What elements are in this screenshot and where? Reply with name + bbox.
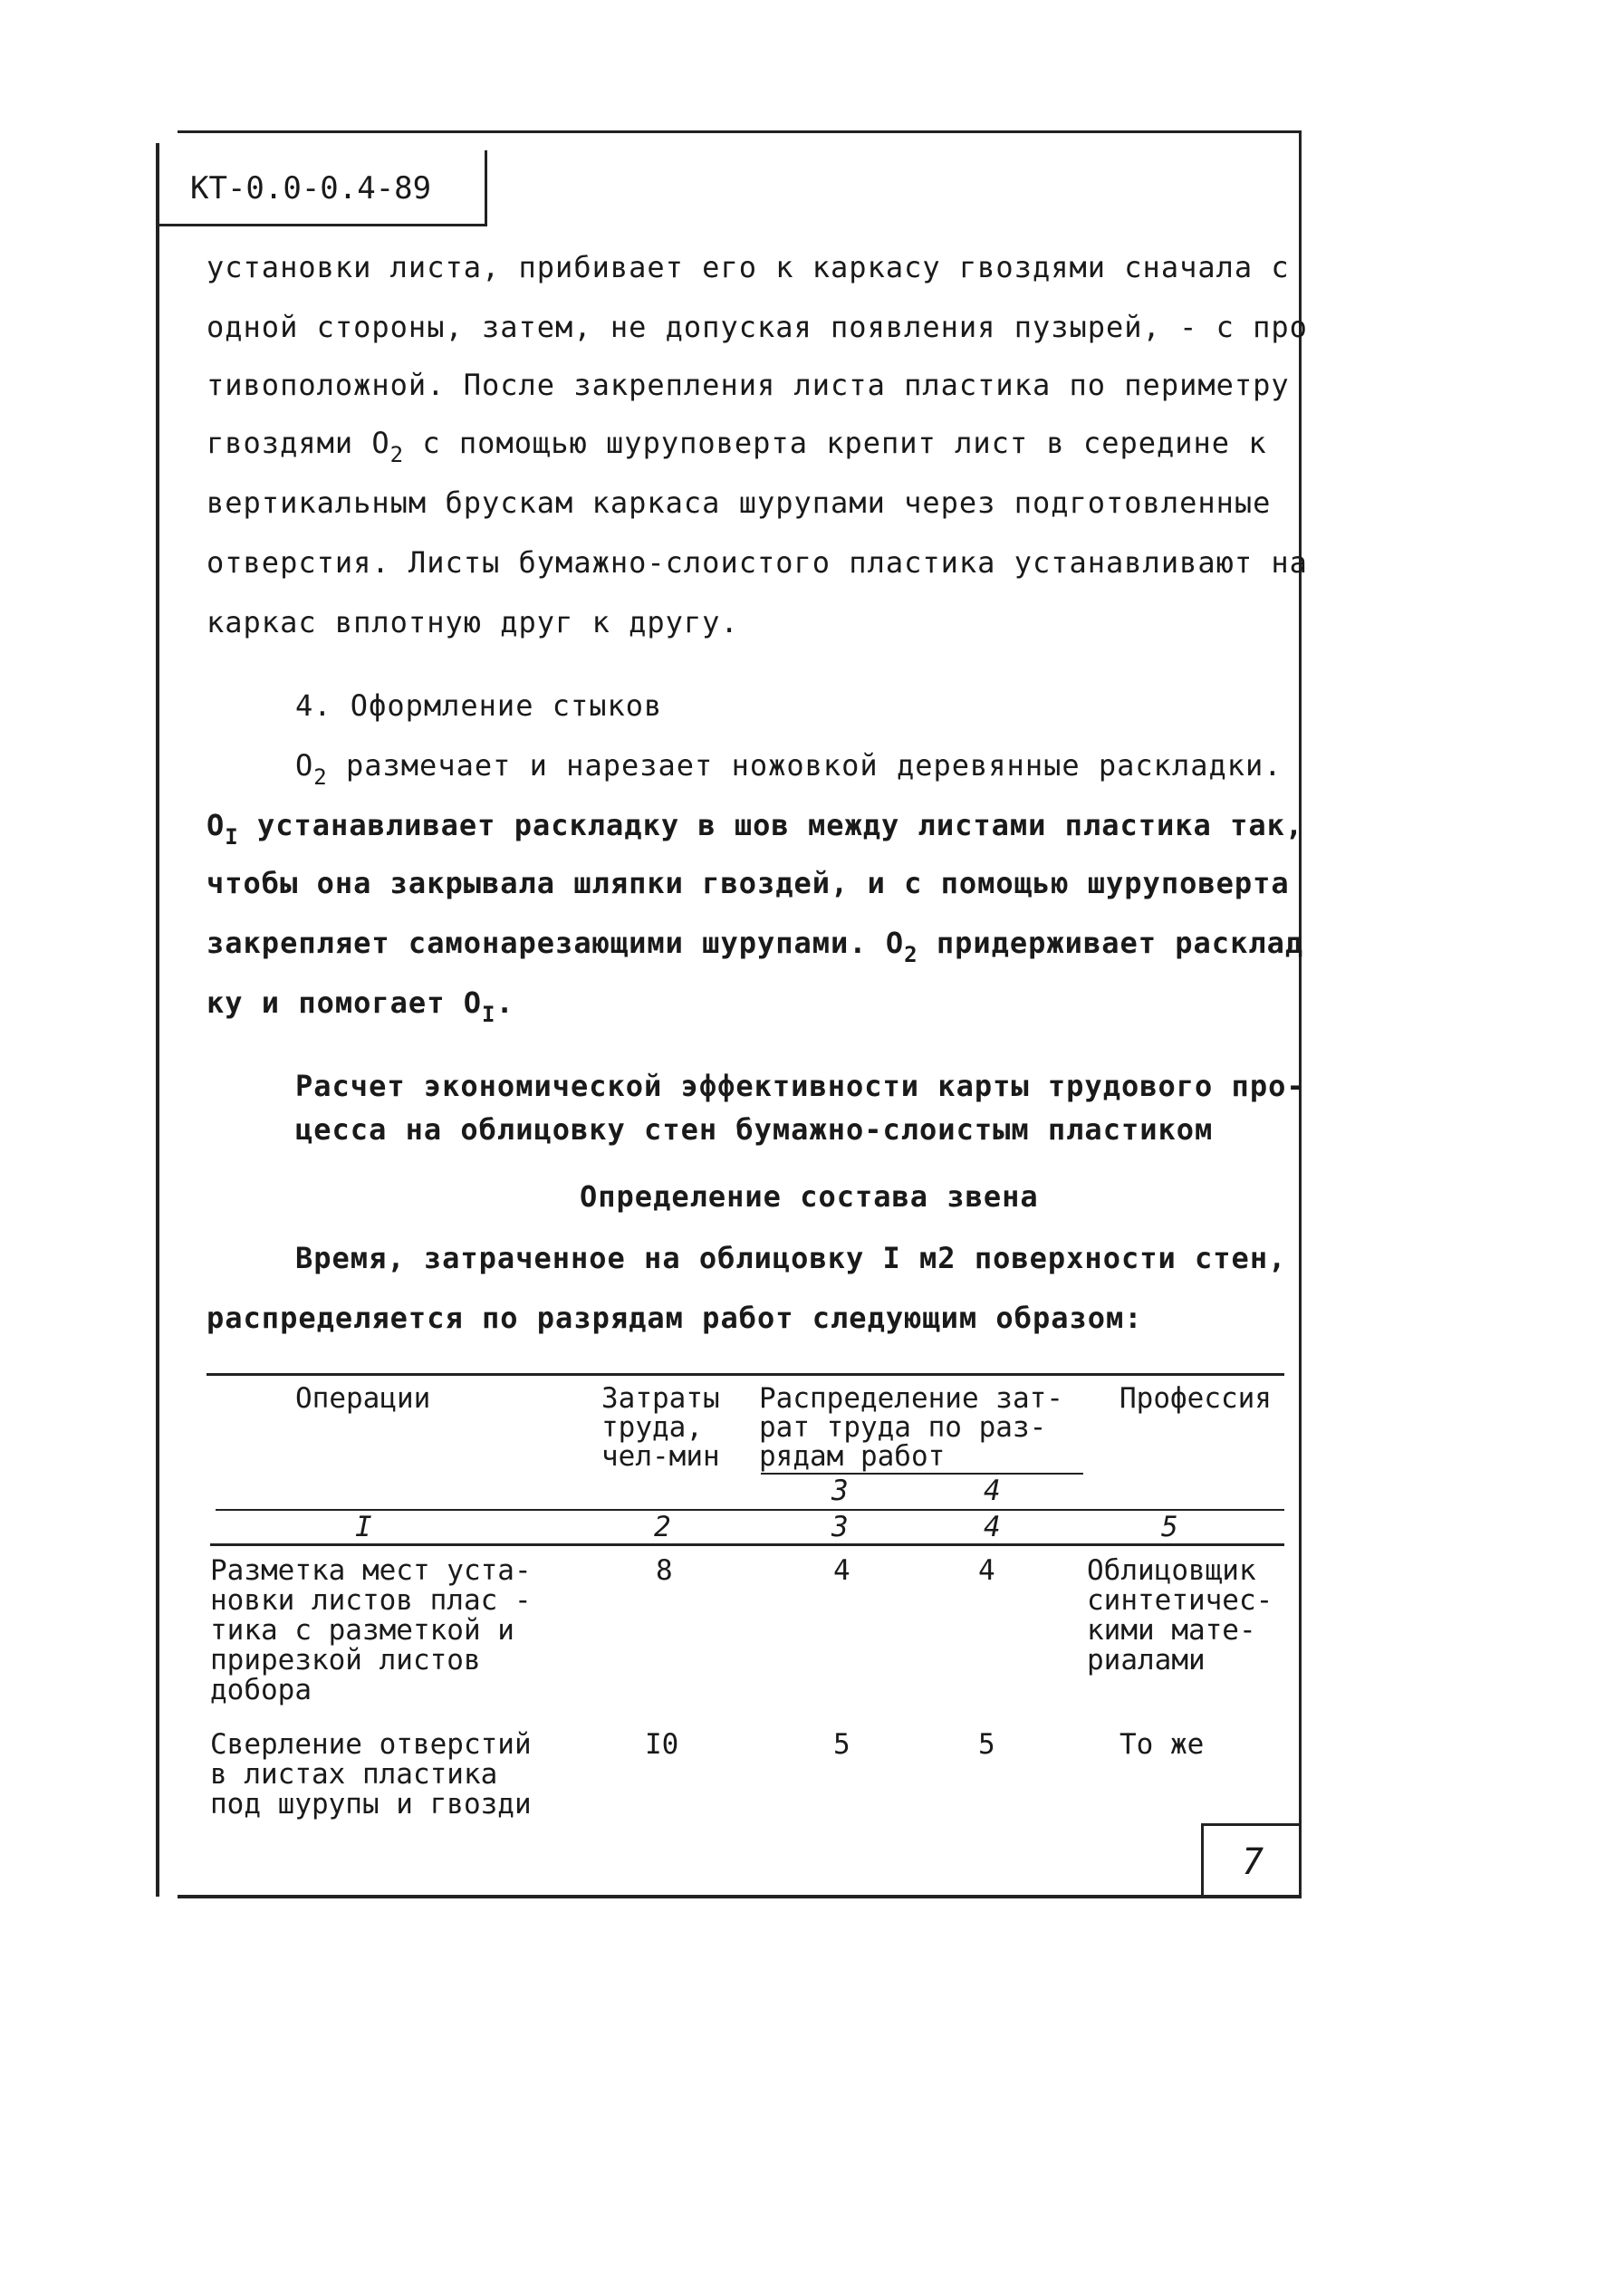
time-line-1: Время, затраченное на облицовку I м2 поверхности стен,	[295, 1241, 1287, 1275]
table-row-1-labor: 8	[656, 1554, 673, 1587]
table-row-2-profession: То же	[1120, 1728, 1205, 1761]
page-number: 7	[1241, 1841, 1264, 1883]
body-line-3: тивоположной. После закрепления листа пластика по периметру	[207, 368, 1290, 402]
col-number-4: 4	[984, 1511, 1001, 1543]
table-row-1-grade-3: 4	[833, 1554, 850, 1587]
body-line-1: установки листа, прибивает его к каркасу гвоздями сначала с	[207, 250, 1290, 284]
table-header-labor: Затраты труда, чел-мин	[601, 1382, 720, 1473]
section-4-title: 4. Оформление стыков	[295, 688, 663, 723]
section-4-line-5: ку и помогает $О_I$.	[207, 985, 514, 1027]
section-4-line-3: чтобы она закрывала шляпки гвоздей, и с помощью шуруповерта	[207, 866, 1290, 900]
body-line-4: гвоздями $О_2$ с помощью шуруповерта крепит лист в середине к	[207, 426, 1267, 467]
table-header-rule	[216, 1509, 1284, 1511]
body-line-2: одной стороны, затем, не допуская появления пузырей, - с про	[207, 310, 1308, 344]
col-number-3: 3	[831, 1511, 849, 1543]
body-line-6: отверстия. Листы бумажно-слоистого пластика устанавливают на	[207, 545, 1308, 580]
team-composition-title: Определение состава звена	[580, 1179, 1039, 1214]
table-header-grade-3: 3	[831, 1475, 849, 1507]
section-4-line-1: $О_2$ размечает и нарезает ножовкой деревянные раскладки.	[295, 748, 1283, 790]
table-row-1-grade-4: 4	[978, 1554, 995, 1587]
table-top-rule	[207, 1373, 1284, 1376]
col-number-1: I	[355, 1511, 372, 1543]
calc-title-line-1: Расчет экономической эффективности карты трудового про-	[295, 1069, 1305, 1103]
table-header-operations: Операции	[295, 1382, 431, 1415]
col-number-5: 5	[1161, 1511, 1178, 1543]
page-number-box	[1201, 1823, 1302, 1898]
table-header-grade-4: 4	[984, 1475, 1001, 1507]
table-header-distribution: Распределение зат- рат труда по раз- рядам работ	[759, 1382, 1063, 1473]
table-numbers-rule	[210, 1543, 1284, 1546]
time-line-2: распределяется по разрядам работ следующим образом:	[207, 1301, 1143, 1335]
body-line-7: каркас вплотную друг к другу.	[207, 605, 739, 639]
col-number-2: 2	[654, 1511, 671, 1543]
table-row-2-grade-4: 5	[978, 1728, 995, 1761]
table-row-1-operation: Разметка мест уста- новки листов плас - тика с разметкой и прирезкой листов добора	[210, 1554, 532, 1706]
section-4-line-4: закрепляет самонарезающими шурупами. $О_2$ придерживает расклад	[207, 926, 1304, 967]
distribution-underline	[761, 1473, 1083, 1475]
table-row-2-grade-3: 5	[833, 1728, 850, 1761]
document-code: КТ-0.0-0.4-89	[190, 170, 432, 207]
table-row-2-labor: I0	[645, 1728, 679, 1761]
table-row-1-profession: Облицовщик синтетичес- кими мате- риалами	[1087, 1554, 1273, 1677]
body-line-5: вертикальным брускам каркаса шурупами через подготовленные	[207, 485, 1272, 520]
table-row-2-operation: Сверление отверстий в листах пластика под шурупы и гвозди	[210, 1728, 532, 1821]
document-code-box	[158, 150, 487, 226]
page-frame-left-edge	[156, 143, 159, 1897]
section-4-line-2: $О_I$ устанавливает раскладку в шов между листами пластика так,	[207, 808, 1304, 850]
table-header-profession: Профессия	[1120, 1382, 1272, 1415]
calc-title-line-2: цесса на облицовку стен бумажно-слоистым пластиком	[295, 1112, 1214, 1147]
